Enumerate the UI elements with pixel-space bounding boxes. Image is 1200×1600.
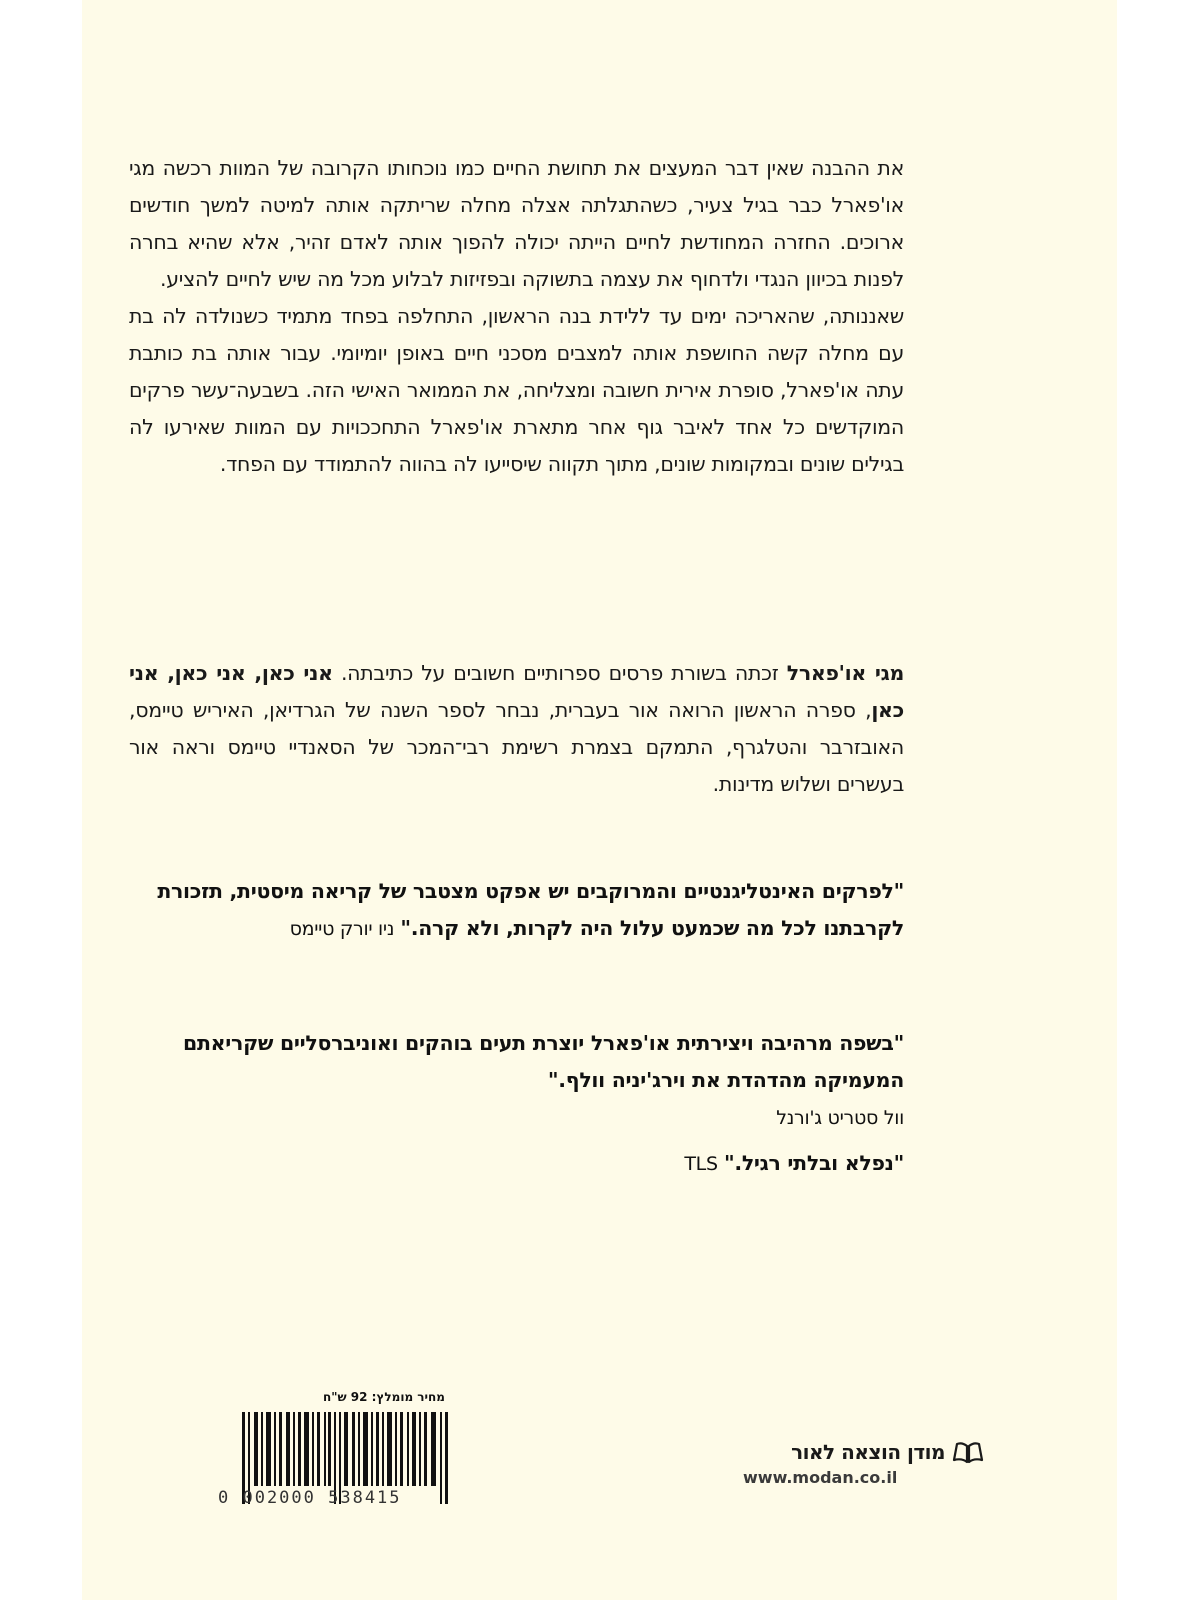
bio-text-2: , ספרה הראשון הרואה אור בעברית, נבחר לספר השנה של הגרדיאן, האיריש טיימס, האובזרבר והטלגרף, התמקם בצמרת רשימת רבי־המכר של הסאנדיי טיימס וראה אור בעשרים ושלוש מדינות. [129, 698, 904, 796]
publisher-url: www.modan.co.il [743, 1468, 898, 1487]
blurb-paragraph-2: שאננותה, שהאריכה ימים עד ללידת בנה הראשון, התחלפה בפחד מתמיד כשנולדה לה בת עם מחלה קשה החושפת אותה למצבים מסכני חיים באופן יומיומי. עבור אותה בת כותבת עתה או'פארל, סופרת אירית חשובה ומצליחה, את הממואר האישי הזה. בשבעה־עשר פרקים המוקדשים כל אחד לאיבר גוף אחר מתארת או'פארל התחככויות עם המוות שאירעו לה בגילים שונים ובמקומות שונים, מתוך תקווה שיסייעו לה בהווה להתמודד עם הפחד. [129, 304, 904, 476]
review-quote-2 [129, 1025, 904, 1137]
publisher-block [735, 1440, 985, 1487]
book-title: אני כאן, אני כאן, אני כאן [129, 661, 904, 722]
quote-text: "נפלא ובלתי רגיל." [723, 1151, 904, 1175]
author-bio [129, 655, 904, 803]
author-name: מגי או'פארל [786, 661, 904, 685]
book-blurb [129, 150, 904, 483]
review-quote-3 [129, 1145, 904, 1183]
recommended-price: מחיר מומלץ: 92 ש"ח [322, 1390, 445, 1404]
author-bio-paragraph [129, 655, 904, 803]
quote-source: TLS [684, 1153, 718, 1175]
barcode-number: 0 002000 538415 [218, 1488, 402, 1508]
quote-text: "בשפה מרהיבה ויצירתית או'פארל יוצרת תעים בוהקים ואוניברסליים שקריאתם המעמיקה מהדהדת את וירג'יניה וולף." [182, 1031, 904, 1092]
quote-source: ניו יורק טיימס [289, 918, 395, 940]
book-back-cover [82, 0, 1117, 1600]
quote-text: "לפרקים האינטליגנטיים והמרוקבים יש אפקט מצטבר של קריאה מיסטית, תזכורת לקרבתנו לכל מה שכמעט עלול היה לקרות, ולא קרה." [157, 879, 904, 940]
bio-text-1: זכתה בשורת פרסים ספרותיים חשובים על כתיבתה. [332, 661, 787, 685]
blurb-paragraph-1: את ההבנה שאין דבר המעצים את תחושת החיים כמו נוכחותו הקרובה של המוות רכשה מגי או'פארל כבר בגיל צעיר, כשהתגלתה אצלה מחלה שריתקה אותה למיטה למשך חודשים ארוכים. החזרה המחודשת לחיים הייתה יכולה להפוך אותה לאדם זהיר, אלא שהיא בחרה לפנות בכיוון הנגדי ולדחוף את עצמה בתשוקה ובפזיזות לבלוע מכל מה שיש לחיים להציע. [129, 156, 904, 291]
quote-source: וול סטריט ג'ורנל [776, 1107, 904, 1129]
open-book-icon [951, 1440, 985, 1464]
review-quote-1 [129, 873, 904, 948]
publisher-name: מודן הוצאה לאור [791, 1440, 945, 1464]
